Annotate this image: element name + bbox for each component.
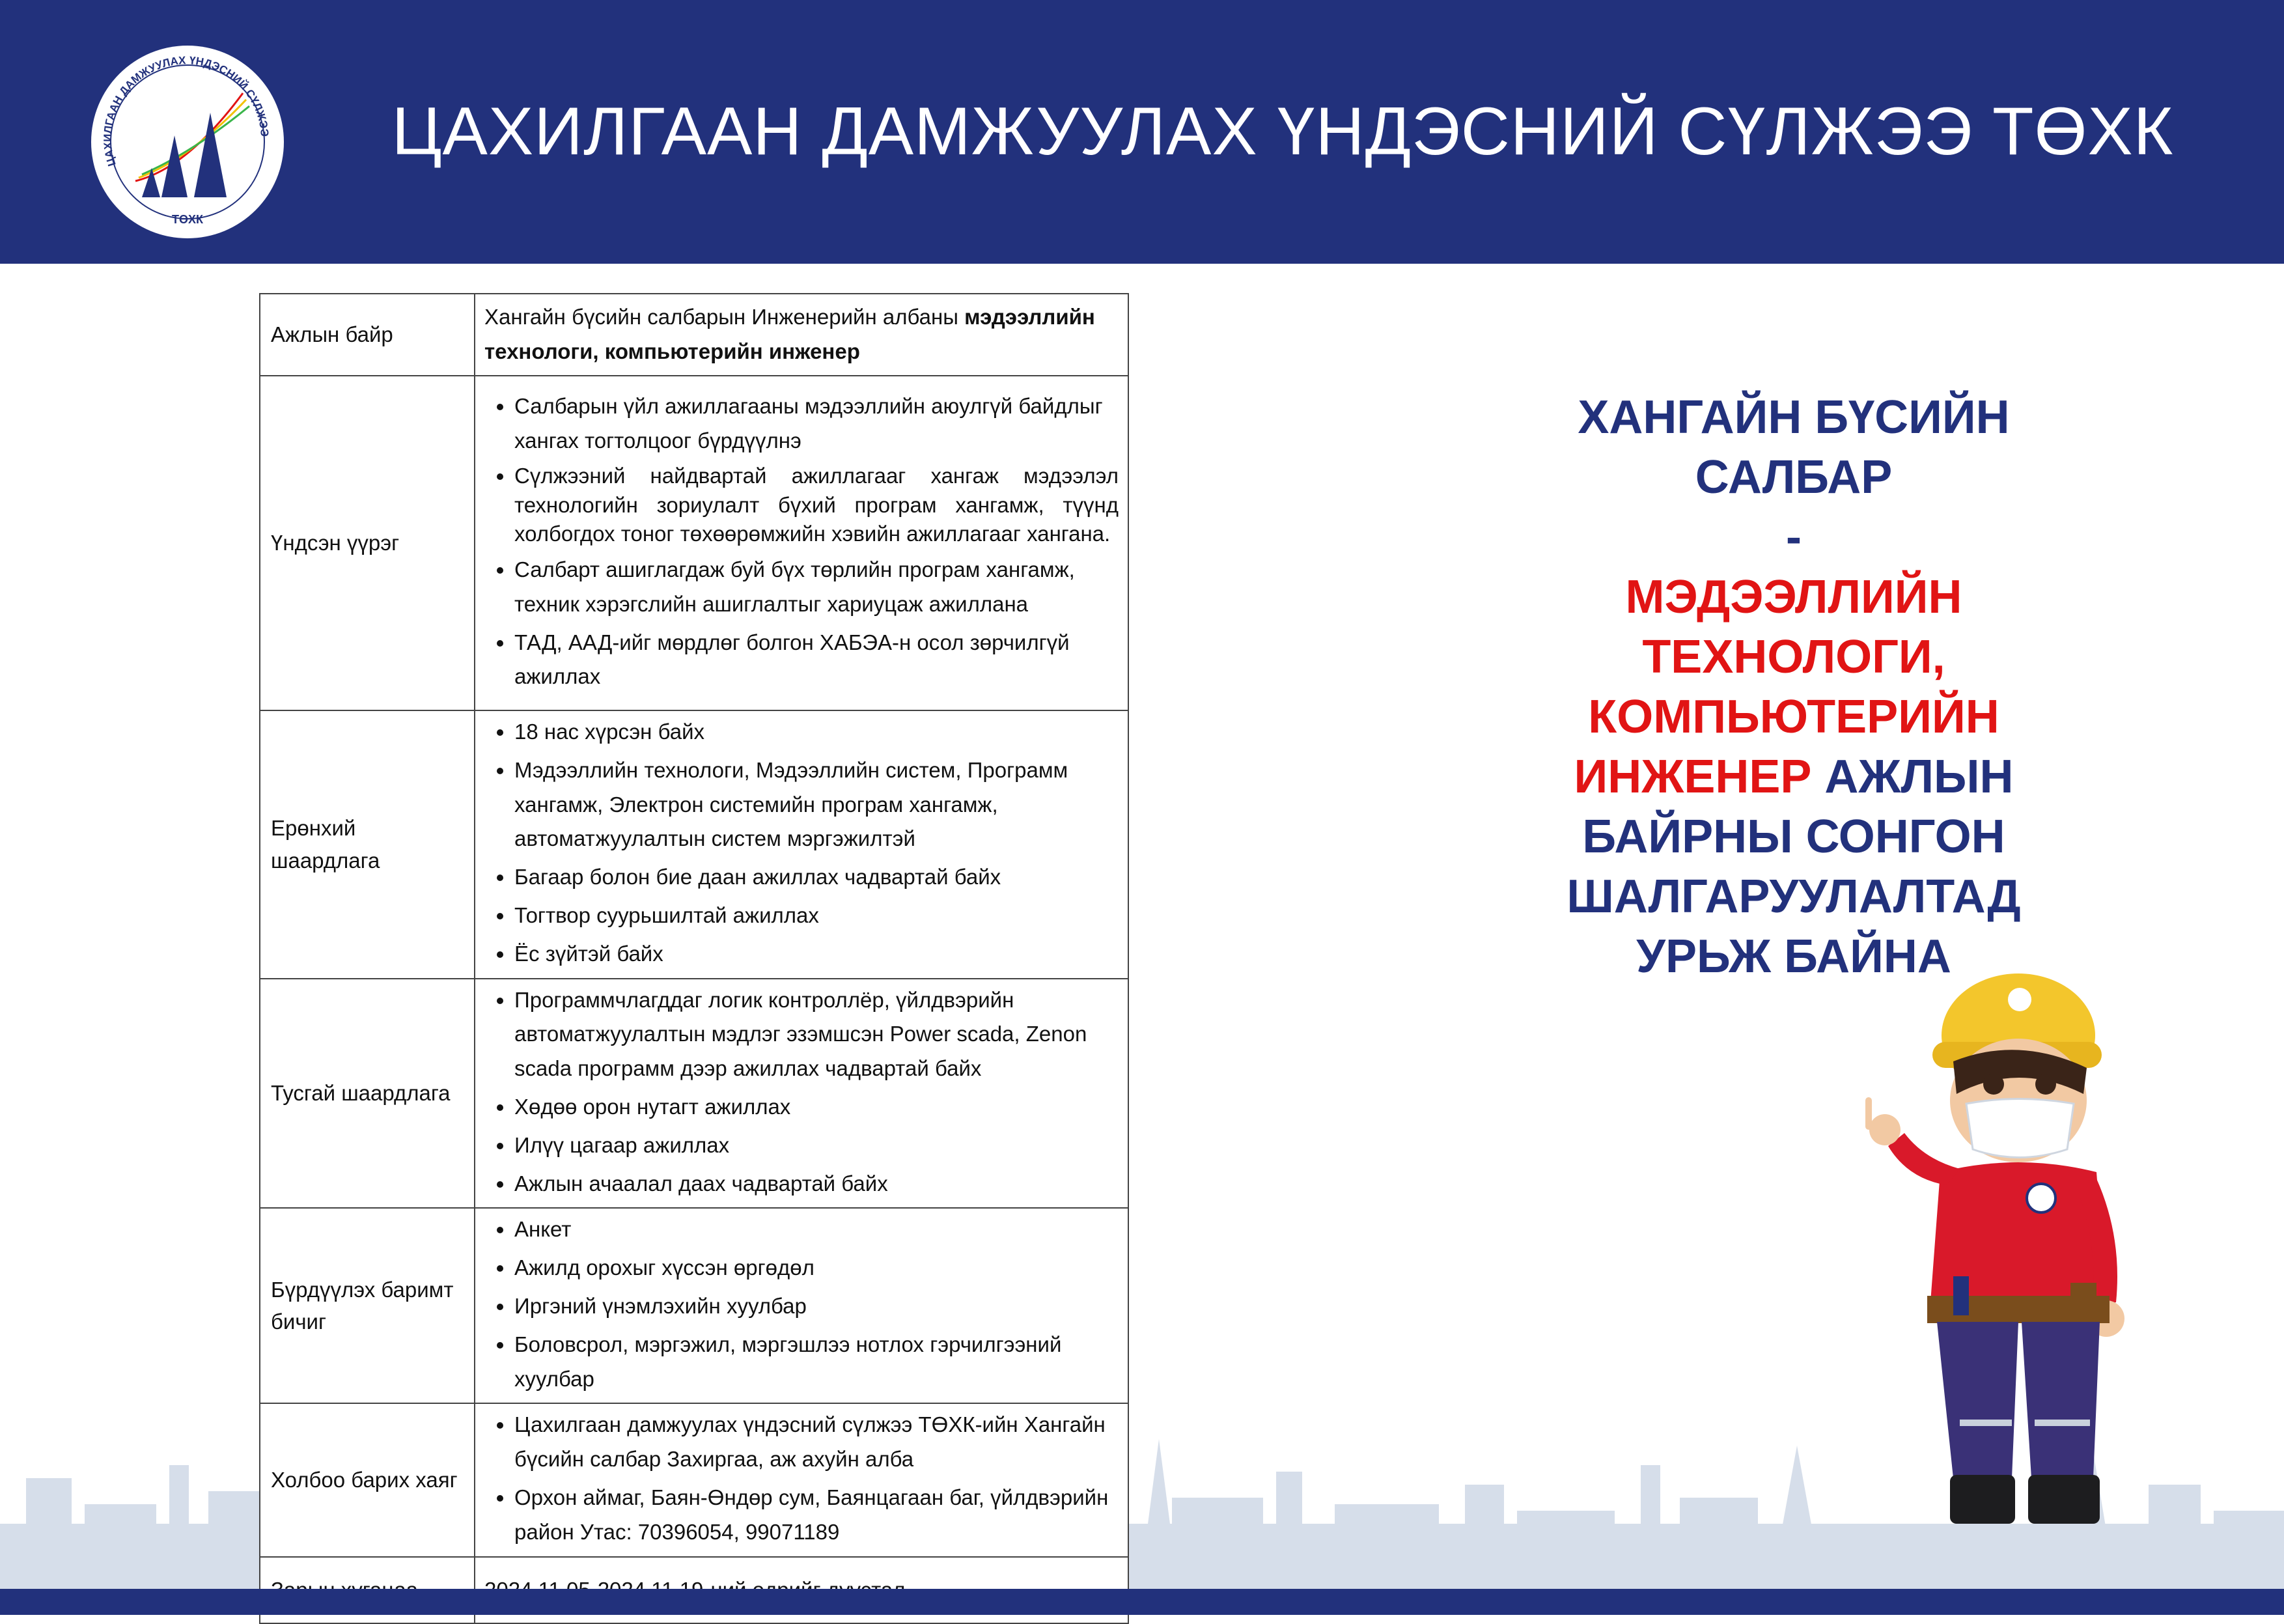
list-item: • Багаар болон бие даан ажиллах чадвартай байх bbox=[514, 860, 1119, 895]
list-item: • Боловсрол, мэргэжил, мэргэшлээ нотлох гэрчилгээний хуулбар bbox=[514, 1328, 1119, 1397]
engineer-mascot-illustration bbox=[1856, 964, 2129, 1537]
list-item: • Хөдөө орон нутагт ажиллах bbox=[514, 1090, 1119, 1125]
position-text: Хангайн бүсийн салбарын Инженерийн албаны bbox=[484, 305, 965, 329]
list-item: • ТАД, ААД-ийг мөрдлөг болгон ХАБЭА-н осол зөрчилгүй ажиллах bbox=[514, 626, 1119, 695]
label-contact: Холбоо барих хаяг bbox=[260, 1403, 475, 1556]
position-bold-text: мэдээллийн технологи, компьютерийн инженер bbox=[484, 305, 1095, 363]
announce-line: БАЙРНЫ СОНГОН bbox=[1582, 811, 2005, 863]
announce-red-word: ИНЖЕНЕР bbox=[1574, 751, 1812, 803]
list-item: • Мэдээллийн технологи, Мэдээллийн систем, Программ хангамж, Электрон системийн програм хангамж, автоматжуулалтын систем мэргэжилтэй bbox=[514, 753, 1119, 856]
list-item: • Тогтвор суурьшилтай ажиллах bbox=[514, 899, 1119, 933]
announce-line: ХАНГАЙН БҮСИЙН bbox=[1578, 391, 2010, 443]
list-item: • Салбарт ашиглагдаж буй бүх төрлийн програм хангамж, техник хэрэгслийн ашиглалтыг хариуцаж ажиллана bbox=[514, 553, 1119, 622]
job-info-table bbox=[259, 293, 1129, 1624]
company-logo bbox=[90, 44, 285, 240]
label-duties: Үндсэн үүрэг bbox=[260, 376, 475, 710]
special-list bbox=[484, 983, 1119, 1201]
table-row-documents bbox=[260, 1208, 1128, 1403]
list-item: • Илүү цагаар ажиллах bbox=[514, 1128, 1119, 1163]
table-row-duties bbox=[260, 376, 1128, 710]
label-general: Ерөнхий шаардлага bbox=[260, 710, 475, 979]
announce-line: ШАЛГАРУУЛАЛТАД bbox=[1567, 871, 2021, 923]
value-documents bbox=[475, 1208, 1128, 1403]
header-banner bbox=[0, 0, 2284, 264]
logo-short-text: ТӨХК bbox=[172, 213, 203, 226]
announce-mixed-line bbox=[1517, 747, 2070, 807]
announce-red-line: МЭДЭЭЛЛИЙН bbox=[1625, 571, 1962, 623]
value-special bbox=[475, 979, 1128, 1209]
announce-line: САЛБАР bbox=[1695, 451, 1893, 503]
value-duties bbox=[475, 376, 1128, 710]
value-general bbox=[475, 710, 1128, 979]
footer-bar bbox=[0, 1589, 2284, 1615]
announce-blue-word: АЖЛЫН bbox=[1811, 751, 2014, 803]
contact-list bbox=[484, 1408, 1119, 1549]
duties-list bbox=[484, 389, 1119, 694]
table-row-general bbox=[260, 710, 1128, 979]
value-position bbox=[475, 294, 1128, 376]
value-contact bbox=[475, 1403, 1128, 1556]
list-item: • Иргэний үнэмлэхийн хуулбар bbox=[514, 1289, 1119, 1324]
list-item: • Ажилд орохыг хүссэн өргөдөл bbox=[514, 1251, 1119, 1285]
label-position: Ажлын байр bbox=[260, 294, 475, 376]
label-special: Тусгай шаардлага bbox=[260, 979, 475, 1209]
table-row-position bbox=[260, 294, 1128, 376]
announce-dash: - bbox=[1786, 511, 1802, 563]
announce-line: УРЬЖ БАЙНА bbox=[1636, 931, 1951, 983]
announce-red-line: ТЕХНОЛОГИ, bbox=[1642, 631, 1945, 683]
list-item: • Программчлагддаг логик контроллёр, үйлдвэрийн автоматжуулалтын мэдлэг эзэмшсэн Power scada, Zenon scada программ дээр ажиллах чадвартай байх bbox=[514, 983, 1119, 1086]
list-item: • Сүлжээний найдвартай ажиллагааг хангаж мэдээлэл технологийн зориулалт бүхий програм хангамж, түүнд холбогдох тоног төхөөрөмжийн хэвийн ажиллагааг хангана. bbox=[514, 462, 1119, 549]
table-row-special bbox=[260, 979, 1128, 1209]
company-title: ЦАХИЛГААН ДАМЖУУЛАХ ҮНДЭСНИЙ СҮЛЖЭЭ ТӨХК bbox=[391, 94, 2174, 169]
list-item: • Салбарын үйл ажиллагааны мэдээллийн аюулгүй байдлыг хангах тогтолцоог бүрдүүлнэ bbox=[514, 389, 1119, 458]
list-item: • Ёс зүйтэй байх bbox=[514, 937, 1119, 972]
list-item: • 18 нас хүрсэн байх bbox=[514, 715, 1119, 749]
job-announcement bbox=[1517, 387, 2070, 987]
list-item: • Анкет bbox=[514, 1212, 1119, 1247]
list-item: • Ажлын ачаалал даах чадвартай байх bbox=[514, 1167, 1119, 1201]
logo-ring-text: ЦАХИЛГААН ДАМЖУУЛАХ ҮНДЭСНИЙ СҮЛЖЭЭ bbox=[101, 54, 272, 168]
general-list bbox=[484, 715, 1119, 972]
announce-red-line: КОМПЬЮТЕРИЙН bbox=[1588, 691, 1999, 743]
table-row-contact bbox=[260, 1403, 1128, 1556]
list-item: • Цахилгаан дамжуулах үндэсний сүлжээ ТӨХК-ийн Хангайн бүсийн салбар Захиргаа, аж ахуйн алба bbox=[514, 1408, 1119, 1477]
list-item: • Орхон аймаг, Баян-Өндөр сум, Баянцагаан баг, үйлдвэрийн район Утас: 70396054, 99071189 bbox=[514, 1481, 1119, 1550]
documents-list bbox=[484, 1212, 1119, 1396]
label-documents: Бүрдүүлэх баримт бичиг bbox=[260, 1208, 475, 1403]
